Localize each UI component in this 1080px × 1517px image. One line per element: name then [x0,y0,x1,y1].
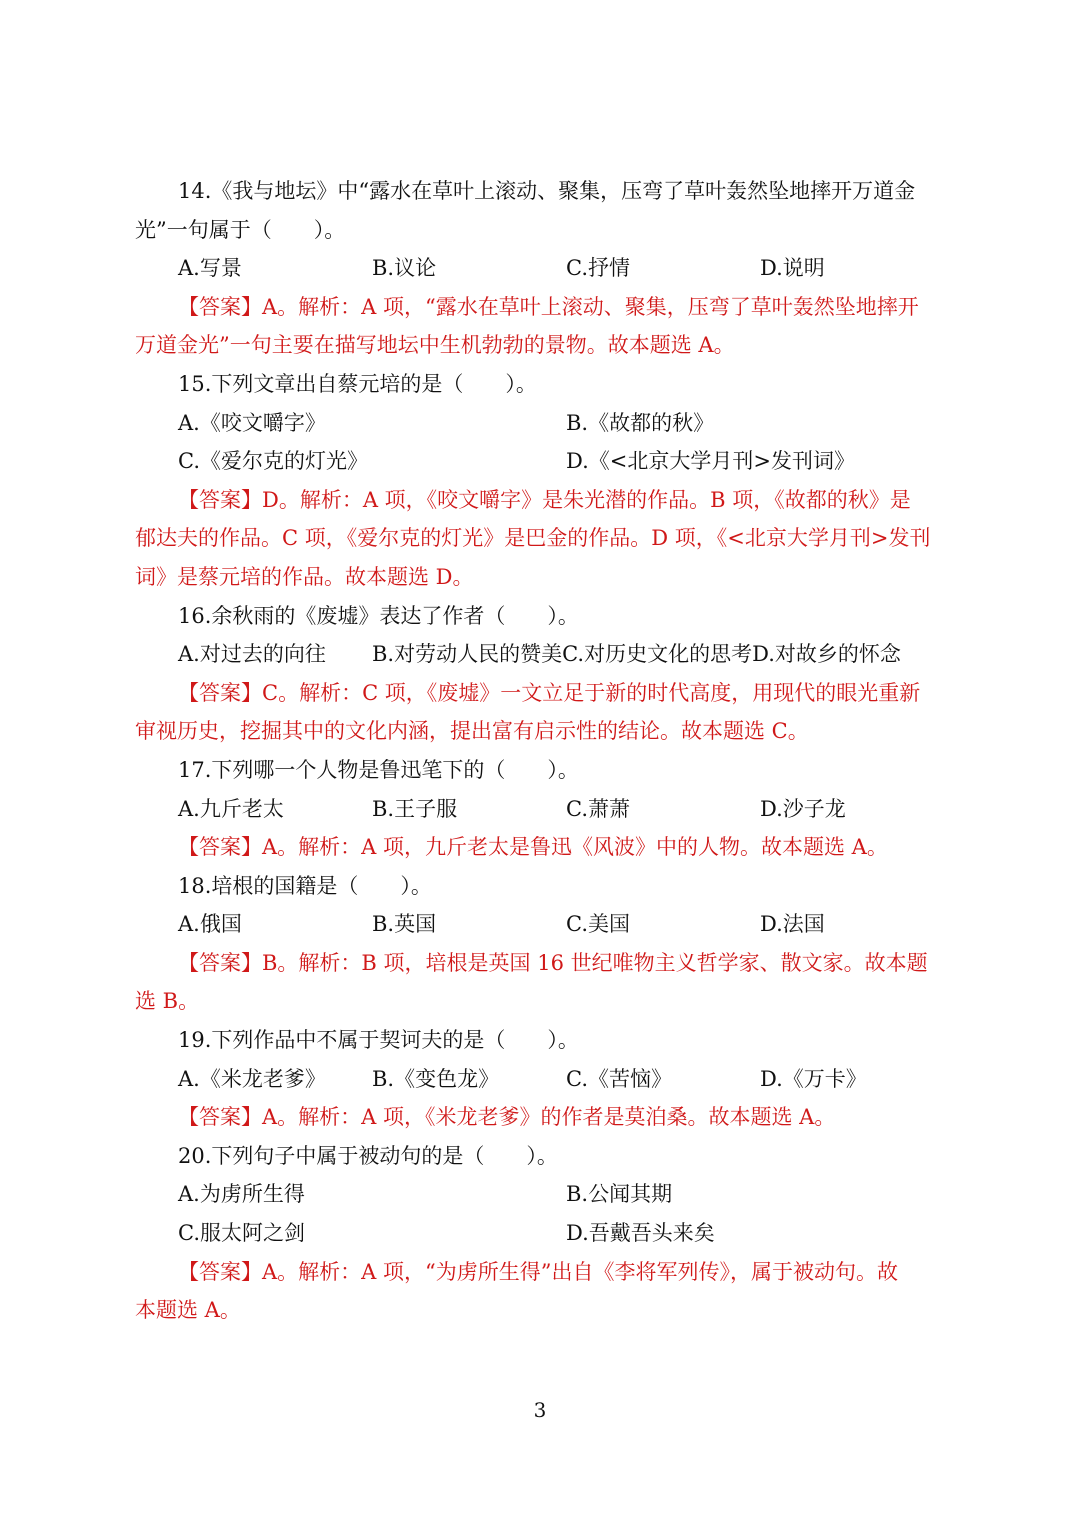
options-row [135,635,947,674]
option-c: C.美国 [566,912,630,937]
answer-explanation: 【答案】A。解析：A 项，“露水在草叶上滚动、聚集，压弯了草叶轰然坠地摔开 [178,294,919,319]
page-number: 3 [533,1398,547,1422]
question-15 [135,365,947,597]
option-d: D.吾戴吾头来矣 [566,1221,715,1246]
option-a: A.《米龙老爹》 [178,1066,326,1091]
question-16 [135,597,947,751]
option-c: C.《爱尔克的灯光》 [178,449,368,474]
answer-explanation: 【答案】A。解析：A 项，“为虏所生得”出自《李将军列传》，属于被动句。故 [178,1259,898,1284]
question-stem: 18.培根的国籍是（ ）。 [178,873,432,898]
option-d: D.法国 [760,912,825,937]
option-b: B.公闻其期 [566,1182,673,1207]
option-a: A.《咬文嚼字》 [178,410,326,435]
options-row [135,404,947,443]
question-stem: 14.《我与地坛》中“露水在草叶上滚动、聚集，压弯了草叶轰然坠地摔开万道金 [178,179,916,203]
options-row [135,442,947,481]
question-20 [135,1137,947,1330]
question-stem: 光”一句属于（ ）。 [135,217,346,242]
question-18 [135,867,947,1021]
options-row [135,905,947,944]
option-a: A.为虏所生得 [178,1182,305,1207]
question-14 [135,172,947,365]
option-d: D.沙子龙 [760,796,846,821]
option-c: C.对历史文化的思考 [562,642,753,667]
answer-explanation: 【答案】D。解析：A 项，《咬文嚼字》是朱光潜的作品。B 项，《故都的秋》是 [178,487,911,512]
option-d: D.《<北京大学月刊>发刊词》 [566,449,855,474]
answer-explanation: 词》是蔡元培的作品。故本题选 D。 [135,564,474,589]
answer-explanation: 郁达夫的作品。C 项，《爱尔克的灯光》是巴金的作品。D 项，《<北京大学月刊>发刊 [135,526,931,551]
option-c: C.萧萧 [566,796,630,821]
answer-explanation: 【答案】C。解析：C 项，《废墟》一文立足于新的时代高度，用现代的眼光重新 [178,680,921,705]
option-b: B.《故都的秋》 [566,410,715,435]
options-row [135,1060,947,1099]
option-a: A.写景 [178,256,242,281]
option-b: B.对劳动人民的赞美 [372,642,563,667]
question-stem: 20.下列句子中属于被动句的是（ ）。 [178,1143,558,1168]
option-d: D.对故乡的怀念 [752,642,901,667]
option-c: C.抒情 [566,256,630,281]
option-c: C.《苦恼》 [566,1066,672,1091]
question-stem: 16.余秋雨的《废墟》表达了作者（ ）。 [178,603,579,628]
option-c: C.服太阿之剑 [178,1221,305,1246]
option-b: B.《变色龙》 [372,1066,500,1091]
answer-explanation: 【答案】A。解析：A 项，《米龙老爹》的作者是莫泊桑。故本题选 A。 [178,1105,836,1130]
answer-explanation: 审视历史，挖掘其中的文化内涵，提出富有启示性的结论。故本题选 C。 [135,719,809,744]
options-row [135,249,947,288]
option-b: B.英国 [372,912,437,937]
answer-explanation: 选 B。 [135,989,200,1014]
option-a: A.对过去的向往 [178,642,326,667]
question-stem: 15.下列文章出自蔡元培的是（ ）。 [178,371,537,396]
answer-explanation: 【答案】B。解析：B 项，培根是英国 16 世纪唯物主义哲学家、散文家。故本题 [178,950,928,975]
question-19 [135,1021,947,1137]
question-list [135,172,947,1330]
answer-explanation: 万道金光”一句主要在描写地坛中生机勃勃的景物。故本题选 A。 [135,333,735,358]
answer-explanation: 本题选 A。 [135,1298,241,1323]
question-17 [135,751,947,867]
option-b: B.王子服 [372,796,458,821]
option-a: A.俄国 [178,912,242,937]
options-row [135,1175,947,1214]
options-row [135,1214,947,1253]
question-stem: 19.下列作品中不属于契诃夫的是（ ）。 [178,1028,579,1053]
options-row [135,790,947,829]
question-stem: 17.下列哪一个人物是鲁迅笔下的（ ）。 [178,757,579,782]
answer-explanation: 【答案】A。解析：A 项，九斤老太是鲁迅《风波》中的人物。故本题选 A。 [178,835,888,860]
option-b: B.议论 [372,256,437,281]
option-d: D.《万卡》 [760,1066,867,1091]
option-a: A.九斤老太 [178,796,284,821]
option-d: D.说明 [760,256,825,281]
